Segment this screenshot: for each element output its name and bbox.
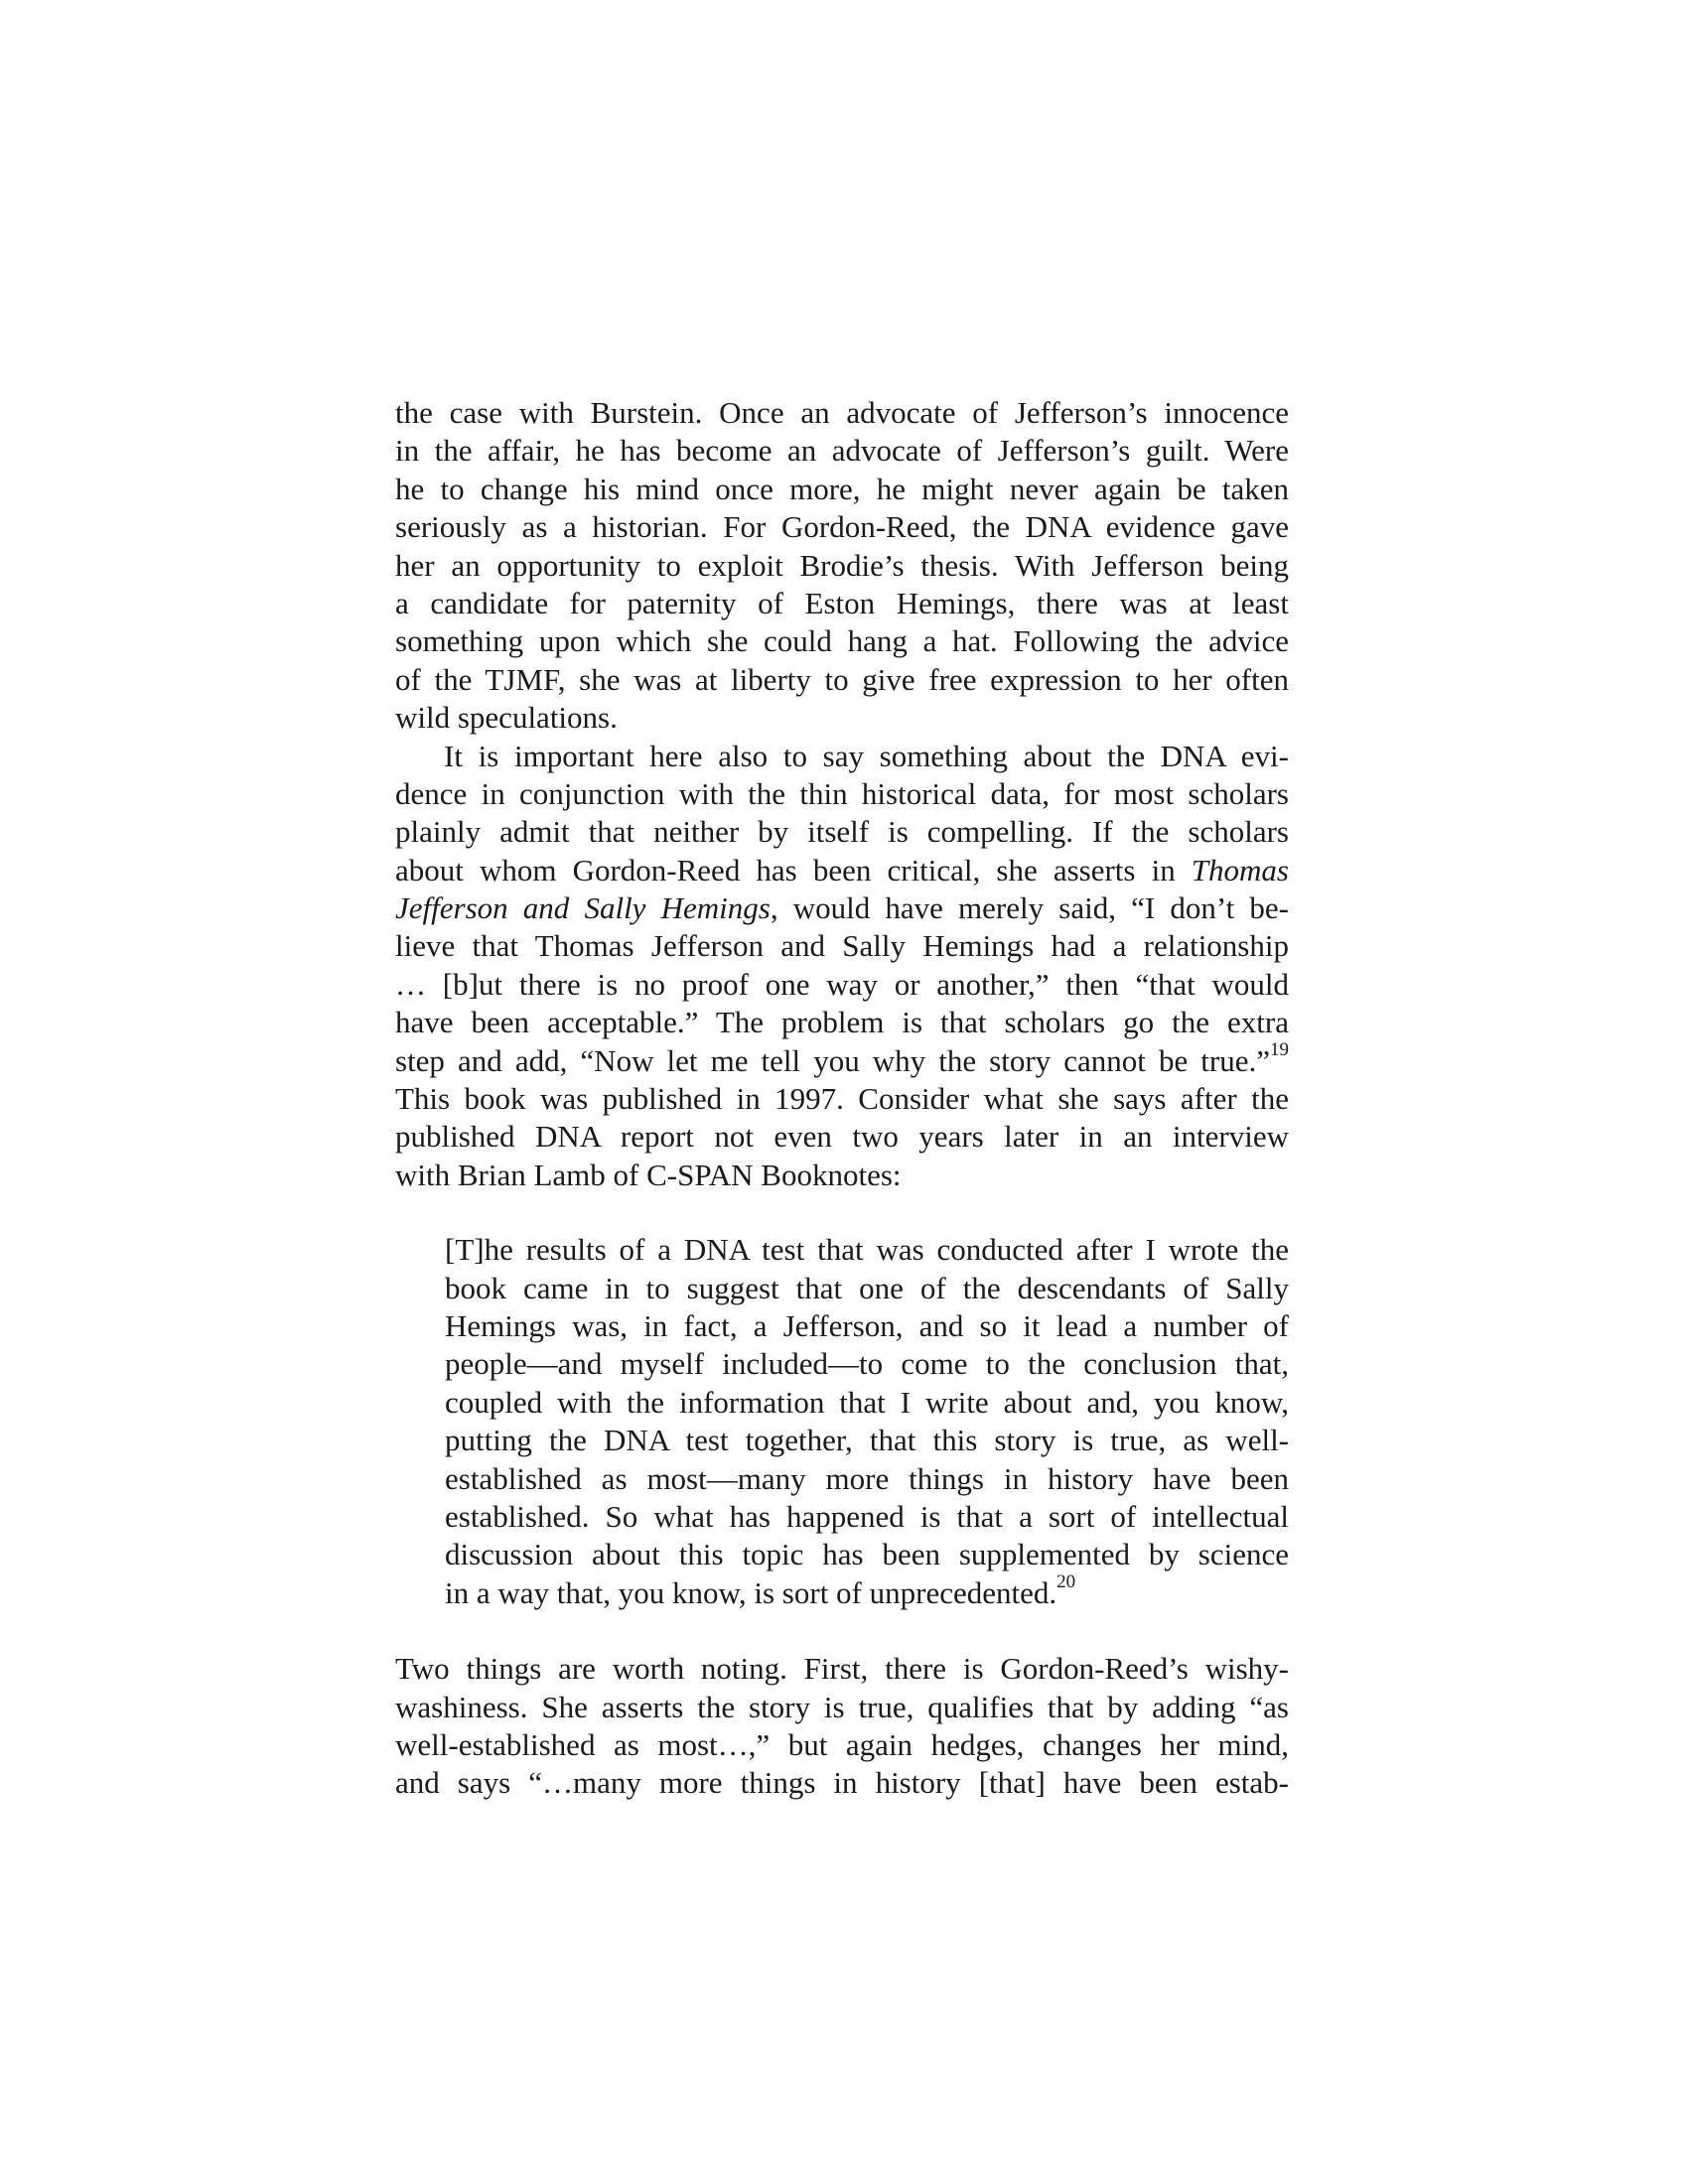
text-line: … [b]ut there is no proof one way or another,” then “that would xyxy=(395,966,1289,1002)
text-line: washiness. She asserts the story is true, qualifies that by adding “as xyxy=(395,1689,1289,1724)
text-line: published DNA report not even two years later in an interview xyxy=(395,1119,1289,1155)
text-line: This book was published in 1997. Consider what she says after the xyxy=(395,1081,1289,1117)
text-line: something upon which she could hang a hat. Following the advice xyxy=(395,623,1289,659)
quote-line: established as most—many more things in history have been xyxy=(445,1460,1289,1496)
book-title: Jefferson and Sally Hemings xyxy=(395,890,771,926)
text-line: seriously as a historian. For Gordon-Reed, the DNA evidence gave xyxy=(395,509,1289,545)
text-line: It is important here also to say something about the DNA evi- xyxy=(444,738,1289,773)
paragraph-2 xyxy=(395,738,1289,1195)
text-line: with Brian Lamb of C-SPAN Booknotes: xyxy=(395,1157,902,1192)
body-text xyxy=(395,394,1289,1803)
text-line: wild speculations. xyxy=(395,700,618,736)
quote-line: [T]he results of a DNA test that was conducted after I wrote the xyxy=(445,1232,1289,1268)
quote-line: Hemings was, in fact, a Jefferson, and so it lead a number of xyxy=(445,1307,1289,1343)
text-run: step and add, “Now let me tell you why the story cannot be true.” xyxy=(395,1042,1270,1078)
text-line: Two things are worth noting. First, there is Gordon-Reed’s wishy- xyxy=(395,1651,1289,1687)
text-line: of the TJMF, she was at liberty to give free expression to her often xyxy=(395,661,1289,697)
text-run: , would have merely said, “I don’t be- xyxy=(770,890,1289,926)
quote-line: coupled with the information that I write about and, you know, xyxy=(445,1384,1289,1420)
quote-line: discussion about this topic has been supplemented by science xyxy=(445,1537,1289,1572)
text-line: plainly admit that neither by itself is compelling. If the scholars xyxy=(395,814,1289,850)
text-line: lieve that Thomas Jefferson and Sally Hemings had a relationship xyxy=(395,928,1289,964)
quote-line: putting the DNA test together, that this story is true, as well- xyxy=(445,1423,1289,1458)
text-line xyxy=(395,1039,1289,1080)
block-quote xyxy=(445,1231,1289,1612)
text-run: about whom Gordon-Reed has been critical, she asserts in xyxy=(395,852,1192,887)
text-run: in a way that, you know, is sort of unprecedented. xyxy=(445,1574,1057,1610)
text-line: dence in conjunction with the thin historical data, for most scholars xyxy=(395,775,1289,811)
footnote-ref: 20 xyxy=(1056,1571,1076,1593)
text-line xyxy=(395,889,1289,927)
quote-line: established. So what has happened is that a sort of intellectual xyxy=(445,1498,1289,1534)
quote-line: book came in to suggest that one of the descendants of Sally xyxy=(445,1270,1289,1305)
text-line: have been acceptable.” The problem is that scholars go the extra xyxy=(395,1005,1289,1040)
book-title: Thomas xyxy=(1191,852,1289,887)
paragraph-1 xyxy=(395,394,1289,738)
text-line: and says “…many more things in history [that] have been estab- xyxy=(395,1765,1289,1801)
paragraph-3 xyxy=(395,1650,1289,1803)
text-line: well-established as most…,” but again hedges, changes her mind, xyxy=(395,1726,1289,1762)
text-line xyxy=(395,852,1289,889)
quote-line: people—and myself included—to come to the conclusion that, xyxy=(445,1346,1289,1382)
footnote-ref: 19 xyxy=(1270,1039,1289,1061)
text-line: he to change his mind once more, he might never again be taken xyxy=(395,471,1289,506)
text-line: the case with Burstein. Once an advocate of Jefferson’s innocence xyxy=(395,395,1289,430)
text-line: a candidate for paternity of Eston Hemings, there was at least xyxy=(395,585,1289,620)
text-line: her an opportunity to exploit Brodie’s thesis. With Jefferson being xyxy=(395,547,1289,583)
quote-line xyxy=(445,1571,1289,1612)
text-line: in the affair, he has become an advocate of Jefferson’s guilt. Were xyxy=(395,433,1289,469)
